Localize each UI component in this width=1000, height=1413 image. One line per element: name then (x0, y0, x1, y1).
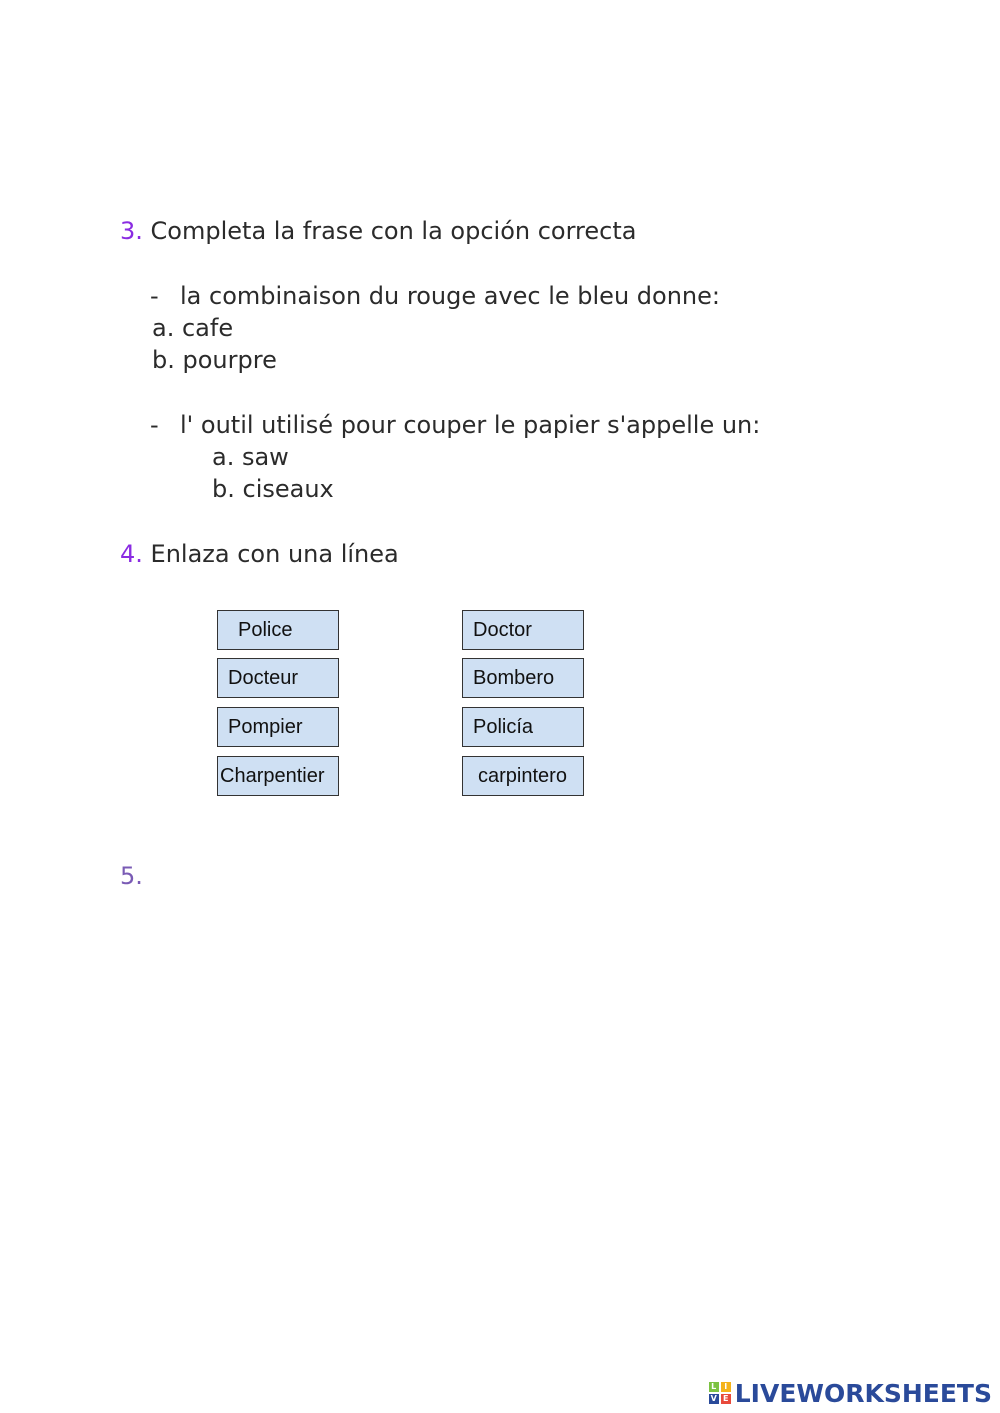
question-5-title (120, 861, 143, 891)
question-3-item-2-option-a[interactable]: a. saw (212, 443, 289, 471)
question-3-item-1-text: la combinaison du rouge avec le bleu donne: (180, 282, 720, 310)
question-4-title (120, 539, 399, 569)
bullet-dash: - (150, 282, 159, 310)
question-4-number: 4. (120, 540, 143, 568)
match-right-doctor[interactable]: Doctor (462, 610, 584, 650)
match-left-pompier[interactable]: Pompier (217, 707, 339, 747)
question-3-item-1 (150, 281, 720, 311)
question-3-item-2 (150, 410, 760, 440)
question-5-number: 5. (120, 862, 143, 890)
question-3-text: Completa la frase con la opción correcta (150, 217, 637, 245)
question-3-item-2-text: l' outil utilisé pour couper le papier s'appelle un: (180, 411, 761, 439)
question-4-text: Enlaza con una línea (150, 540, 399, 568)
match-left-police[interactable]: Police (217, 610, 339, 650)
question-3-item-2-option-b[interactable]: b. ciseaux (212, 475, 334, 503)
logo-letter: E (721, 1394, 731, 1404)
brand-name: LIVEWORKSHEETS (734, 1378, 992, 1408)
match-left-docteur[interactable]: Docteur (217, 658, 339, 698)
logo-letter: V (710, 1394, 717, 1403)
question-3-item-1-option-b[interactable]: b. pourpre (152, 346, 277, 374)
match-right-carpintero[interactable]: carpintero (462, 756, 584, 796)
logo-letter: I (721, 1382, 731, 1392)
bullet-dash: - (150, 411, 159, 439)
match-right-bombero[interactable]: Bombero (462, 658, 584, 698)
logo-letter: L (709, 1382, 719, 1392)
match-right-policia[interactable]: Policía (462, 707, 584, 747)
liveworksheets-logo (709, 1379, 992, 1407)
logo-grid-icon (709, 1382, 731, 1404)
question-3-number: 3. (120, 217, 143, 245)
match-left-charpentier[interactable]: Charpentier (217, 756, 339, 796)
question-3-item-1-option-a[interactable]: a. cafe (152, 314, 234, 342)
question-3-title (120, 216, 636, 246)
